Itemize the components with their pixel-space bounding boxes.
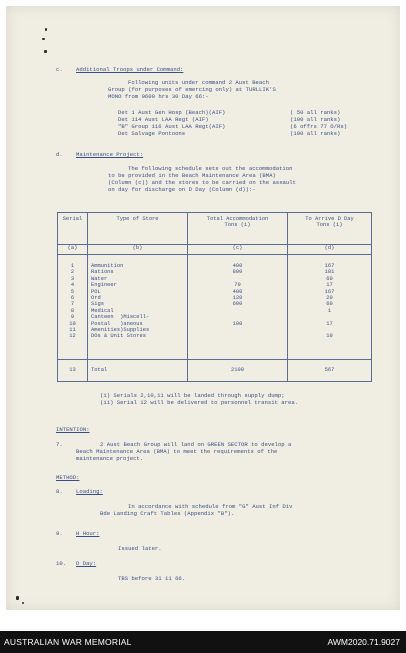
accommodation-cell [191, 333, 284, 339]
table-header-row [58, 213, 372, 245]
attached-unit-strength: ( 50 all ranks) [290, 109, 341, 116]
header-to-arrive: To Arrive D Day Tons (i) [288, 213, 372, 245]
para-8-line: Bde Landing Craft Tables (Appendix "B"). [100, 510, 235, 517]
para-10-title: D Day: [76, 560, 97, 567]
para-9-title: H Hour: [76, 530, 100, 537]
para-8-title: Loading: [76, 488, 103, 495]
attached-unit: Det 114 Aust LAA Regt (AIF) [118, 116, 209, 123]
serial-cell: 1 [70, 263, 75, 269]
serial-cell: 10 [69, 320, 76, 327]
stores-table [57, 212, 372, 382]
accommodation-cell: 600 [232, 301, 243, 308]
para-7-line: Beach Maintenance Area (BMA) to meet the requirements of the [76, 448, 278, 455]
footer-accession-number: AWM2020.71.9027 [327, 637, 400, 647]
header-total-accommodation: Total Accommodation Tons (i) [188, 213, 288, 245]
arrive-cell: 60 [326, 275, 333, 282]
arrive-cell: 10 [326, 333, 333, 340]
arrive-cell: 181 [324, 269, 335, 276]
store-cell: Water [91, 275, 108, 282]
accommodation-column [188, 255, 288, 360]
header-type-of-store: Type of Store [88, 213, 188, 245]
store-cell: Ammunition [91, 263, 124, 269]
serial-cell: 3 [70, 275, 75, 282]
para-10-text: TBS before 31 11 66. [118, 575, 186, 582]
serial-cell: 6 [70, 294, 75, 301]
ink-mark [44, 50, 47, 53]
section-d-intro-line: to be provided in the Beach Maintenance Area (BMA) [108, 172, 276, 179]
archive-footer [0, 631, 406, 653]
serial-cell: 11 [69, 326, 76, 333]
para-8-line: In accordance with schedule from "G" Aust Inf Div [128, 503, 293, 510]
store-cell: POL [91, 288, 101, 295]
table-note: (i) Serials 2,10,11 will be landed through supply dump; [100, 392, 285, 399]
serial-cell: 2 [70, 269, 75, 276]
attached-unit: "B" Group 116 Aust LAA Regt(AIF) [118, 123, 226, 130]
section-d-intro-line: on day for discharge on D Day (Column (d)):- [108, 186, 256, 193]
total-accommodation: 2100 [188, 360, 288, 382]
store-cell: DOs & Unit Stores [91, 333, 146, 340]
column-letter: (b) [88, 245, 188, 255]
method-heading: METHOD: [56, 474, 80, 481]
footer-institution: AUSTRALIAN WAR MEMORIAL [4, 637, 132, 647]
para-9-number: 9. [56, 530, 63, 537]
section-c-title: Additional Troops under Command: [76, 66, 184, 73]
table-total-row [58, 360, 372, 382]
para-7-line: 2 Aust Beach Group will land on GREEN SECTOR to develop a [100, 441, 292, 448]
accommodation-cell: 70 [234, 282, 241, 289]
arrive-cell: 20 [326, 294, 333, 301]
header-serial: Serial [58, 213, 88, 245]
store-cell: Medical [91, 307, 114, 314]
total-arrive: 567 [288, 360, 372, 382]
section-d-title: Maintenance Project: [76, 151, 144, 158]
serial-cell: 7 [70, 301, 75, 308]
ink-mark [16, 596, 19, 600]
section-d-intro-line: The following schedule sets out the accommodation [128, 165, 293, 172]
column-letter-row [58, 245, 372, 255]
para-8-number: 8. [56, 488, 63, 495]
store-cell: Engineer [91, 282, 117, 289]
attached-unit: Det Salvage Pontoons [118, 130, 186, 137]
column-letter: (d) [288, 245, 372, 255]
attached-unit-strength: (100 all ranks) [290, 116, 341, 123]
serial-cell: 8 [70, 307, 75, 314]
arrive-cell: 17 [326, 282, 333, 289]
arrive-column [288, 255, 372, 360]
store-cell: Rations [91, 269, 114, 276]
para-9-text: Issued later. [118, 545, 162, 552]
accommodation-cell: 800 [232, 269, 243, 276]
ink-mark [22, 602, 24, 604]
store-cell: Amenities)Supplies [91, 326, 150, 333]
section-d-intro-line: (Column (c)) and the stores to be carried on the assault [108, 179, 296, 186]
accommodation-cell: 400 [232, 263, 243, 269]
accommodation-cell: 120 [232, 294, 243, 301]
table-body-row [58, 255, 372, 360]
section-c-intro-line: Group (for purposes of emercing only) at TURLLIK'S [108, 86, 276, 93]
attached-unit-strength: (100 all ranks) [290, 130, 341, 137]
serial-cell: 12 [69, 333, 76, 340]
attached-unit: Det 1 Aust Gen Hosp (Beach)(AIF) [118, 109, 226, 116]
para-7-line: maintenance project. [76, 455, 144, 462]
intention-heading: INTENTION: [56, 426, 90, 433]
section-c-intro-line: MONO from 0600 hrs 30 Day 66:- [108, 93, 209, 100]
arrive-cell: 167 [324, 288, 335, 295]
section-d-number: d. [56, 151, 63, 158]
store-cell: Ord [91, 294, 101, 301]
arrive-cell: 17 [326, 320, 333, 327]
total-label: Total [88, 360, 188, 382]
section-c-number: c. [56, 66, 63, 73]
arrive-cell: 1 [327, 307, 332, 314]
para-10-number: 10. [56, 560, 67, 567]
column-letter: (a) [58, 245, 88, 255]
para-7-number: 7. [56, 441, 63, 448]
serial-cell: 5 [70, 288, 75, 295]
table-note: (ii) Serial 12 will be delivered to personnel transit area. [100, 399, 299, 406]
serial-cell: 9 [70, 314, 75, 321]
store-cell: Postal )aneous [91, 320, 143, 327]
serial-column [58, 255, 88, 360]
column-letter: (c) [188, 245, 288, 255]
store-cell: Canteen )Miscell- [91, 314, 150, 321]
arrive-cell: 167 [324, 263, 335, 269]
attached-unit-strength: (6 offrs 77 O/Rs) [290, 123, 348, 130]
section-c-intro-line: Following units under command 2 Aust Beach [128, 79, 269, 86]
store-column [88, 255, 188, 360]
total-serial: 13 [58, 360, 88, 382]
ink-mark [42, 38, 45, 40]
store-cell: Sigs [91, 301, 104, 308]
accommodation-cell: 400 [232, 288, 243, 295]
ink-mark [45, 28, 47, 31]
arrive-cell: 60 [326, 301, 333, 308]
serial-cell: 4 [70, 282, 75, 289]
accommodation-cell: 100 [232, 320, 243, 327]
